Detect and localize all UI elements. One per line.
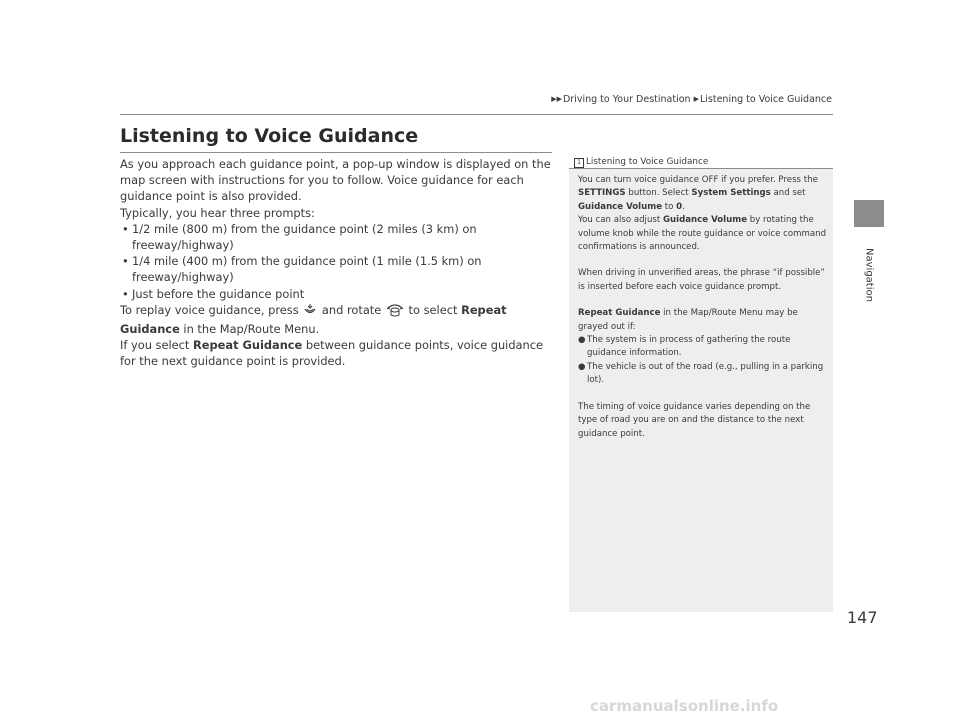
sidebar-paragraph: Repeat Guidance in the Map/Route Menu may be grayed out if: [578, 308, 798, 332]
repeat-guidance-term: Repeat Guidance [193, 338, 303, 353]
sidebar-title: Listening to Voice Guidance [586, 157, 709, 167]
rotate-knob-icon [386, 303, 404, 321]
list-item: ● The system is in process of gathering the route guidance information. [578, 335, 791, 359]
sidebar-paragraph: The timing of voice guidance varies depending on the type of road you are on and the distance to the next guidance point. [578, 401, 811, 439]
prompts-intro: Typically, you hear three prompts: [120, 205, 315, 220]
triangle-right-icon: ▶ [693, 95, 699, 103]
page-number: 147 [847, 608, 878, 627]
press-knob-icon [303, 303, 317, 321]
header-rule [120, 114, 833, 115]
intro-paragraph: As you approach each guidance point, a pop-up window is displayed on the map screen with instructions for you to follow. Voice guidance for each guidance point is also provided. [120, 157, 551, 204]
side-tab-marker [854, 200, 884, 227]
main-body [120, 156, 560, 370]
list-item: ● The vehicle is out of the road (e.g., pulling in a parking lot). [578, 361, 824, 386]
breadcrumb-item-1: Driving to Your Destination [562, 94, 691, 105]
sidebar-body [578, 174, 828, 441]
replay-paragraph: To replay voice guidance, press and rotate to select Repeat Guidance in the Map/Route Menu. [120, 302, 507, 337]
prompt-list [120, 221, 560, 302]
sidebar-header [569, 155, 833, 169]
sidebar-list [578, 334, 828, 388]
sidebar-paragraph: You can turn voice guidance OFF if you prefer. Press the SETTINGS button. Select System Settings and set Guidance Volume to 0. [578, 175, 818, 212]
list-item: • 1/2 mile (800 m) from the guidance point (2 miles (3 km) on freeway/highway) [122, 221, 477, 253]
watermark: carmanualsonline.info [590, 697, 779, 715]
sidebar-paragraph: When driving in unverified areas, the phrase “if possible” is inserted before each voice guidance prompt. [578, 268, 825, 292]
repeat-paragraph: If you select Repeat Guidance between guidance points, voice guidance for the next guidance point is provided. [120, 338, 544, 369]
note-sidebar [569, 155, 833, 612]
title-rule [120, 152, 552, 153]
side-tab-label: Navigation [863, 248, 875, 302]
breadcrumb [551, 94, 832, 105]
list-item: • 1/4 mile (400 m) from the guidance point (1 mile (1.5 km) on freeway/highway) [122, 254, 482, 285]
triangle-right-icon: ▶▶ [551, 95, 562, 103]
page-title: Listening to Voice Guidance [120, 125, 419, 147]
list-item: • Just before the guidance point [122, 286, 305, 301]
repeat-guidance-term: Repeat Guidance [120, 302, 507, 337]
note-icon: 1 [574, 158, 584, 168]
sidebar-paragraph: You can also adjust Guidance Volume by rotating the volume knob while the route guidance or voice command confirmations is announced. [578, 215, 827, 253]
breadcrumb-item-2: Listening to Voice Guidance [699, 94, 832, 105]
